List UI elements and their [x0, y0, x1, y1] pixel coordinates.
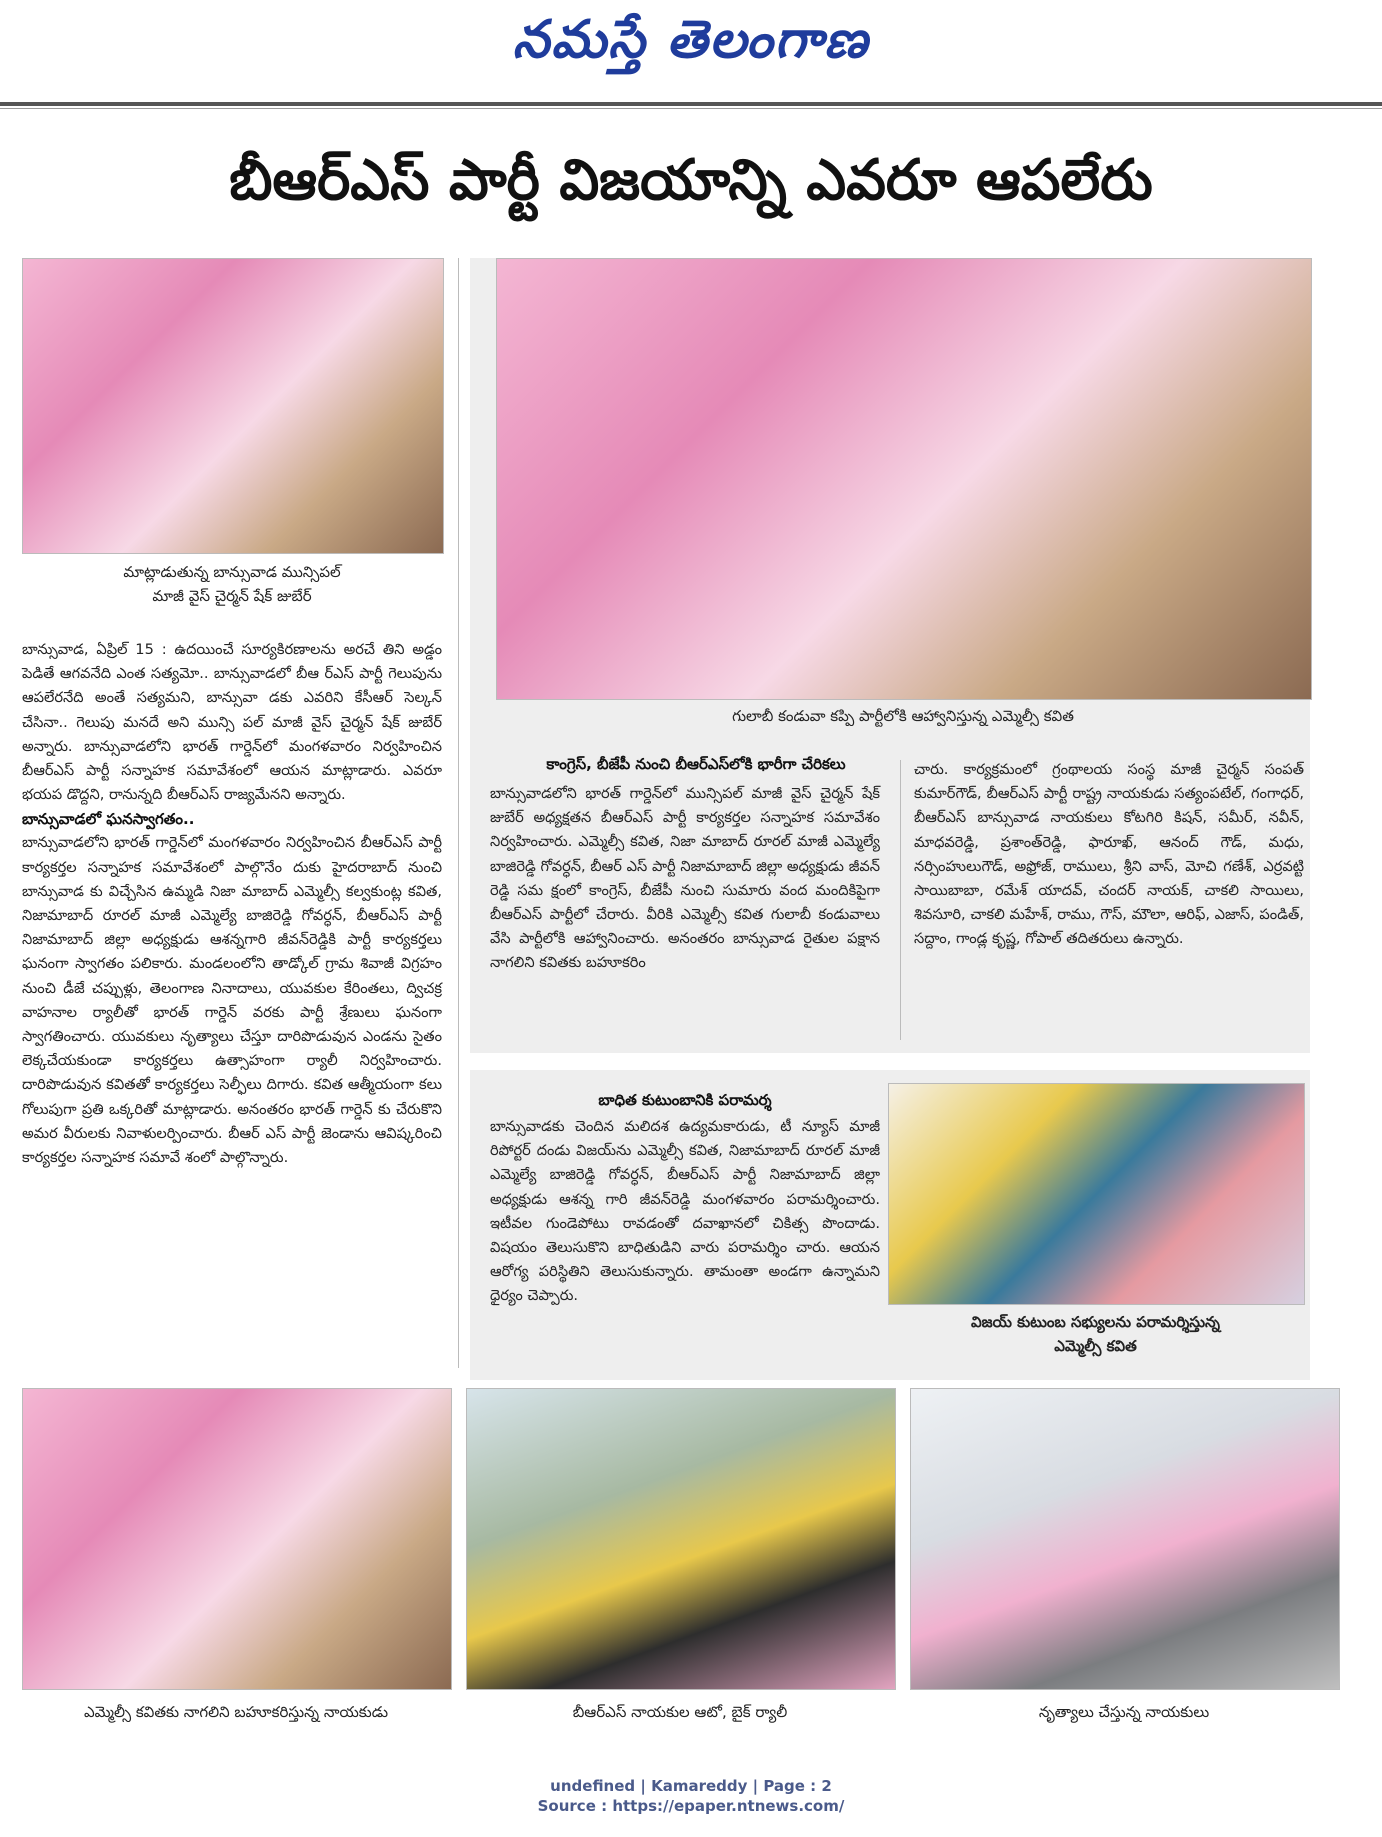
main-joining-photo-caption: గులాబీ కండువా కప్పి పార్టీలోకి ఆహ్వానిస్తున్న ఎమ్మెల్సీ కవిత — [732, 707, 1074, 725]
page-headline: బీఆర్‌ఎస్ పార్టీ విజయాన్ని ఎవరూ ఆపలేరు — [229, 148, 1153, 213]
page-footer — [0, 1776, 1382, 1816]
masthead-title: నమస్తే తెలంగాణ — [512, 10, 870, 70]
caption-line: మాజీ వైస్ చైర్మన్ షేక్ జుబేర్ — [152, 587, 312, 605]
caption-line: విజయ్ కుటుంబ సభ్యులను పరామర్శిస్తున్న — [971, 1313, 1220, 1331]
joining-article-subhead: కాంగ్రెస్, బీజేపీ నుంచి బీఆర్‌ఎస్‌లోకి భారీగా చేరికలు — [546, 755, 846, 773]
masthead-rule-thin — [0, 108, 1382, 109]
footer-edition-line: undefined | Kamareddy | Page : 2 — [550, 1777, 832, 1795]
caption-line: మాట్లాడుతున్న బాన్సువాడ మున్సిపల్ — [123, 563, 341, 581]
left-article-para1: బాన్సువాడ, ఏప్రిల్ 15 : ఉదయించే సూర్యకిరణాలను అరచే తిని అడ్డం పెడితే ఆగవనేది ఎంత సత్యమో.. బాన్సువాడలో బీఆ ర్‌ఎస్ పార్టీ గెలుపును ఆపలేరనేది అంతే సత్యమని, బాన్సువా డకు ఎవరిని కేసీఆర్ సెల్కన్ చేసినా.. గెలుపు మనదే అని మున్సి పల్ మాజీ వైస్ చైర్మన్ షేక్ జుబేర్ అన్నారు. బాన్సువాడలోని భారత్ గార్డెన్‌లో మంగళవారం నిర్వహించిన బీఆర్‌ఎస్ పార్టీ సన్నాహక సమావేశంలో ఆయన మాట్లాడారు. ఎవరూ భయప డొద్దని, రానున్నది బీఆర్‌ఎస్ రాజ్యమేనని అన్నారు. — [22, 641, 442, 804]
condolence-article-body: బాన్సువాడకు చెందిన మలిదశ ఉద్యమకారుడు, టీ న్యూస్ మాజీ రిపోర్టర్ దండు విజయ్‌ను ఎమ్మెల్సీ కవిత, నిజామాబాద్ రూరల్ మాజీ ఎమ్మెల్యే బాజిరెడ్డి గోవర్ధన్, బీఆర్‌ఎస్ పార్టీ నిజామాబాద్ జిల్లా అధ్యక్షుడు ఆశన్న గారి జీవన్‌రెడ్డి మంగళవారం పరామర్శించారు. ఇటీవల గుండెపోటు రావడంతో దవాఖానలో చికిత్స పొందాడు. విషయం తెలుసుకొని బాధితుడిని వారు పరామర్శిం చారు. ఆయన ఆరోగ్య పరిస్థితిని తెలుసుకున్నారు. తామంతా అండగా ఉన్నామని ధైర్యం చెప్పారు. — [490, 1118, 880, 1305]
auto-bike-rally-photo-caption: బీఆర్‌ఎస్ నాయకుల ఆటో, బైక్ ర్యాలీ — [572, 1703, 788, 1721]
meeting-stage-photo-caption — [22, 560, 442, 608]
left-article-para2: బాన్సువాడలోని భారత్ గార్డెన్‌లో మంగళవారం నిర్వహించిన బీఆర్‌ఎస్ పార్టీ కార్యకర్తల సన్నాహక సమావేశంలో పాల్గొనేం దుకు హైదరాబాద్ నుంచి బాన్సువాడ కు విచ్చేసిన ఉమ్మడి నిజా మాబాద్ ఎమ్మెల్సీ కల్వకుంట్ల కవిత, నిజామాబాద్ రూరల్ మాజీ ఎమ్మెల్యే బాజిరెడ్డి గోవర్ధన్, బీఆర్‌ఎస్ పార్టీ నిజామాబాద్ జిల్లా అధ్యక్షుడు ఆశన్నగారి జీవన్‌రెడ్డికి పార్టీ కార్యకర్తలు ఘనంగా స్వాగతం పలికారు. మండలంలోని తాడ్కోల్ గ్రామ శివాజీ విగ్రహం నుంచి డీజే చప్పుళ్లు, తెలంగాణ నినాదాలు, యువకుల కేరింతలు, ద్విచక్ర వాహనాల ర్యాలీతో భారత్ గార్డెన్ వరకు పార్టీ శ్రేణులు ఘనంగా స్వాగతించారు. యువకులు నృత్యాలు చేస్తూ దారిపొడువున ఎండను సైతం లెక్కచేయకుండా కార్యకర్తలు ఉత్సాహంగా ర్యాలీ నిర్వహించారు. దారిపొడువున కవితతో కార్యకర్తలు సెల్ఫీలు దిగారు. కవిత ఆత్మీయంగా కలు గోలుపుగా ప్రతి ఒక్కరితో మాట్లాడారు. అనంతరం భారత్ గార్డెన్ కు చేరుకొని అమర వీరులకు నివాళులర్పించారు. బీఆర్ ఎస్ పార్టీ జెండాను ఆవిష్కరించి కార్యకర్తల సన్నాహక సమావే శంలో పాల్గొన్నారు. — [22, 834, 443, 1167]
left-article — [22, 638, 442, 1170]
column-divider — [458, 258, 459, 1368]
masthead-logo — [0, 10, 1382, 83]
family-visit-photo — [888, 1083, 1305, 1305]
joining-article-col1: బాన్సువాడలోని భారత్ గార్డెన్‌లో మున్సిపల్ మాజీ వైస్ చైర్మన్ షేక్ జుబేర్ అధ్యక్షతన బీఆర్‌ఎస్ పార్టీ కార్యకర్తల సన్నాహక సమావేశం నిర్వహించారు. ఎమ్మెల్సీ కవిత, నిజా మాబాద్ రూరల్ మాజీ ఎమ్మెల్యే బాజిరెడ్డి గోవర్ధన్, బీఆర్ ఎస్ పార్టీ నిజామాబాద్ జిల్లా అధ్యక్షుడు జీవన్ రెడ్డి సమ క్షంలో కాంగ్రెస్, బీజేపీ నుంచి సుమారు వంద మందికిపైగా బీఆర్‌ఎస్ పార్టీలో చేరారు. వీరికి ఎమ్మెల్సీ కవిత గులాబీ కండువాలు వేసి పార్టీలోకి ఆహ్వానించారు. అనంతరం బాన్సువాడ రైతుల పక్షాన నాగలిని కవితకు బహూకరిం — [490, 785, 880, 972]
footer-source-link[interactable]: Source : https://epaper.ntnews.com/ — [537, 1797, 845, 1815]
masthead-rule — [0, 102, 1382, 106]
family-visit-photo-caption — [888, 1310, 1303, 1358]
joining-article-col2: చారు. కార్యక్రమంలో గ్రంథాలయ సంస్థ మాజీ చైర్మన్ సంపత్ కుమార్‌గౌడ్, బీఆర్‌ఎస్ పార్టీ రాష్ట్ర నాయకుడు సత్యంపటేల్, గంగాధర్, బీఆర్‌ఎస్ బాన్సువాడ నాయకులు కోటగిరి కిషన్, సమీర్, నవీన్, మాధవరెడ్డి, ప్రశాంత్‌రెడ్డి, ఫారూఖ్, ఆనంద్ గౌడ్, మధు, నర్సింహులుగౌడ్, అఫ్రోజ్, రాములు, శ్రీని వాస్, మోచి గణేశ్, ఎర్రవట్టి సాయిబాబా, రమేశ్ యాదవ్, చందర్ నాయక్, చాకలి సాయిలు, శివసూరి, చాకలి మహేశ్, రాము, గౌస్, మౌలా, ఆరిఫ్, ఎజాస్, పండిత్, సద్దాం, గాండ్ల కృష్ణ, గోపాల్ తదితరులు ఉన్నారు. — [914, 761, 1304, 948]
meeting-stage-photo — [22, 258, 444, 554]
dancing-leaders-photo — [910, 1388, 1340, 1690]
plough-gift-photo-caption: ఎమ్మెల్సీ కవితకు నాగలిని బహూకరిస్తున్న నాయకుడు — [83, 1703, 389, 1721]
dancing-leaders-photo-caption: నృత్యాలు చేస్తున్న నాయకులు — [1038, 1703, 1210, 1721]
plough-gift-photo — [22, 1388, 452, 1690]
auto-bike-rally-photo — [466, 1388, 896, 1690]
column-divider — [900, 760, 901, 1040]
main-joining-photo — [496, 258, 1312, 700]
caption-line: ఎమ్మెల్సీ కవిత — [1054, 1337, 1137, 1355]
left-article-subhead: బాన్సువాడలో ఘనస్వాగతం.. — [22, 810, 195, 829]
condolence-article-subhead: బాధిత కుటుంబానికి పరామర్శ — [598, 1091, 772, 1109]
